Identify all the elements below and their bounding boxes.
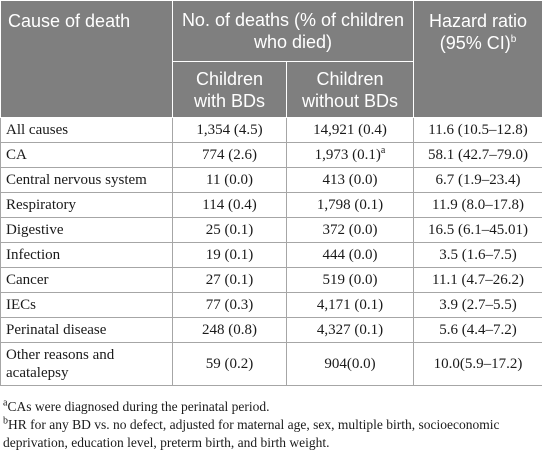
cell-cause: IECs — [1, 293, 173, 318]
cell-hazard-ratio: 58.1 (42.7–79.0) — [414, 143, 542, 168]
table-row — [1, 343, 542, 386]
cell-with-bd: 77 (0.3) — [173, 293, 287, 318]
table-header — [1, 1, 542, 118]
cell-cause: Cancer — [1, 268, 173, 293]
cell-without-bd — [287, 143, 414, 168]
cell-without-bd-value: 372 (0.0) — [322, 222, 378, 238]
cell-without-bd — [287, 293, 414, 318]
cell-without-bd-value: 4,171 (0.1) — [316, 297, 384, 313]
cell-cause: Other reasons and acatalepsy — [1, 343, 173, 386]
cell-with-bd: 19 (0.1) — [173, 243, 287, 268]
header-cause: Cause of death — [1, 1, 173, 118]
cell-without-bd — [287, 268, 414, 293]
cell-without-bd — [287, 193, 414, 218]
table-row — [1, 168, 542, 193]
cell-without-bd-value: 444 (0.0) — [322, 247, 378, 263]
footnote-text: CAs were diagnosed during the perinatal period. — [7, 399, 270, 414]
cell-without-bd-value: 14,921 (0.4) — [313, 122, 387, 138]
table-row — [1, 143, 542, 168]
cell-hazard-ratio: 3.5 (1.6–7.5) — [414, 243, 542, 268]
cell-with-bd: 1,354 (4.5) — [173, 118, 287, 143]
footnote-b — [3, 416, 539, 452]
cell-hazard-ratio: 3.9 (2.7–5.5) — [414, 293, 542, 318]
cell-with-bd: 114 (0.4) — [173, 193, 287, 218]
cell-with-bd: 11 (0.0) — [173, 168, 287, 193]
cell-hazard-ratio: 11.1 (4.7–26.2) — [414, 268, 542, 293]
cell-with-bd: 27 (0.1) — [173, 268, 287, 293]
cell-without-bd — [287, 318, 414, 343]
cell-without-bd-value: 519 (0.0) — [322, 272, 378, 288]
header-hazard-ratio — [414, 1, 542, 118]
header-without-bd: Children without BDs — [287, 62, 414, 118]
cell-with-bd: 248 (0.8) — [173, 318, 287, 343]
table-row — [1, 243, 542, 268]
cell-without-bd-value: 413 (0.0) — [322, 172, 378, 188]
cell-hazard-ratio: 6.7 (1.9–23.4) — [414, 168, 542, 193]
footnote-a — [3, 398, 539, 416]
cell-without-bd — [287, 243, 414, 268]
cell-hazard-ratio: 10.0(5.9–17.2) — [414, 343, 542, 386]
cell-without-bd-value: 904(0.0) — [324, 356, 376, 372]
cell-hazard-ratio: 5.6 (4.4–7.2) — [414, 318, 542, 343]
cell-without-bd-value: 4,327 (0.1) — [316, 322, 384, 338]
cell-cause: Respiratory — [1, 193, 173, 218]
table-row — [1, 118, 542, 143]
table-row — [1, 318, 542, 343]
cell-without-bd — [287, 168, 414, 193]
header-deaths: No. of deaths (% of children who died) — [173, 1, 414, 62]
table-body — [1, 118, 542, 386]
cell-cause: All causes — [1, 118, 173, 143]
cell-cause: Central nervous system — [1, 168, 173, 193]
table-row — [1, 193, 542, 218]
cell-with-bd: 774 (2.6) — [173, 143, 287, 168]
cell-hazard-ratio: 16.5 (6.1–45.01) — [414, 218, 542, 243]
cell-cause: CA — [1, 143, 173, 168]
footnote-marker-a: a — [380, 145, 386, 156]
cell-without-bd — [287, 218, 414, 243]
footnote-mark: b — [3, 415, 8, 427]
footnote-text: HR for any BD vs. no defect, adjusted for maternal age, sex, multiple birth, socioeconomic deprivation, education level, preterm birth, and birth weight. — [3, 417, 500, 450]
cell-cause: Perinatal disease — [1, 318, 173, 343]
cell-hazard-ratio: 11.9 (8.0–17.8) — [414, 193, 542, 218]
cell-with-bd: 59 (0.2) — [173, 343, 287, 386]
table-row — [1, 293, 542, 318]
footnote-mark: a — [3, 397, 8, 409]
footnote-marker-b: b — [510, 34, 517, 45]
cell-without-bd-value: 1,798 (0.1) — [316, 197, 384, 213]
cell-without-bd — [287, 118, 414, 143]
cell-cause: Infection — [1, 243, 173, 268]
cell-cause: Digestive — [1, 218, 173, 243]
cell-with-bd: 25 (0.1) — [173, 218, 287, 243]
table-row — [1, 268, 542, 293]
cell-hazard-ratio: 11.6 (10.5–12.8) — [414, 118, 542, 143]
cell-without-bd-value: 1,973 (0.1) — [314, 147, 381, 163]
header-with-bd: Children with BDs — [173, 62, 287, 118]
header-hazard-label: Hazard ratio (95% CI) — [428, 11, 528, 53]
table-footnotes — [3, 398, 539, 452]
table-row — [1, 218, 542, 243]
cell-without-bd — [287, 343, 414, 386]
